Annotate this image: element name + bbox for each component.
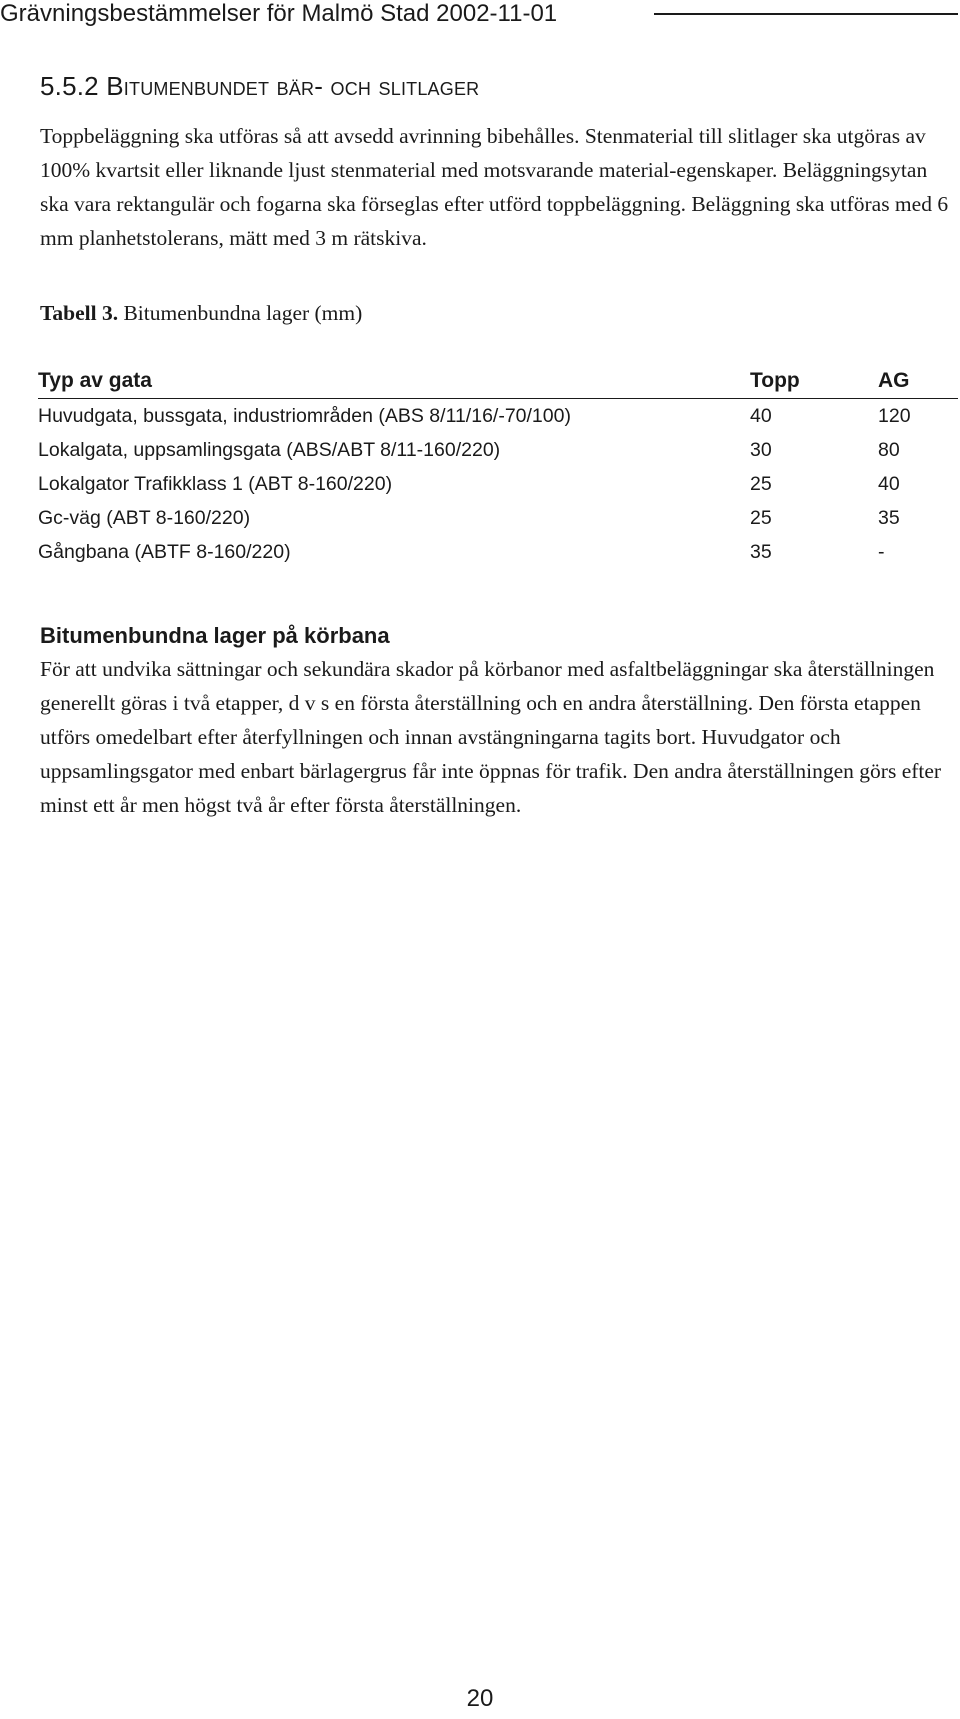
cell-topp: 25 bbox=[750, 507, 772, 529]
table-header-row bbox=[38, 364, 958, 399]
cell-typ: Gångbana (ABTF 8-160/220) bbox=[38, 541, 291, 563]
cell-ag: 120 bbox=[878, 405, 911, 427]
lager-table bbox=[38, 364, 958, 569]
cell-typ: Lokalgator Trafikklass 1 (ABT 8-160/220) bbox=[38, 473, 393, 495]
cell-topp: 40 bbox=[750, 405, 772, 427]
table-caption-text: Bitumenbundna lager (mm) bbox=[118, 301, 363, 325]
section-heading: 5.5.2 Bitumenbundet bär- och slitlager bbox=[40, 71, 480, 101]
table-row bbox=[38, 399, 958, 433]
cell-topp: 25 bbox=[750, 473, 772, 495]
table-row bbox=[38, 433, 958, 467]
subsection-heading: Bitumenbundna lager på körbana bbox=[40, 623, 390, 648]
cell-topp: 30 bbox=[750, 439, 772, 461]
cell-typ: Gc-väg (ABT 8-160/220) bbox=[38, 507, 251, 529]
page-number: 20 bbox=[466, 1685, 494, 1712]
table-row bbox=[38, 535, 958, 569]
section-body: Toppbeläggning ska utföras så att avsedd avrinning bibehålles. Stenmaterial till slitlager ska utgöras av 100% kvartsit eller liknande ljust stenmaterial med motsvarande material-egenskaper. Beläggningsytan ska vara rektangulär och fogarna ska förseglas efter utförd toppbeläggning. Beläggning ska utföras med 6 mm planhetstolerans, mätt med 3 m rätskiva. bbox=[40, 124, 949, 250]
header-rule bbox=[654, 13, 958, 15]
cell-typ: Huvudgata, bussgata, industriområden (ABS 8/11/16/-70/100) bbox=[38, 405, 571, 427]
cell-ag: 35 bbox=[878, 507, 900, 529]
running-header bbox=[0, 0, 960, 36]
document-title: Grävningsbestämmelser för Malmö Stad 2002-11-01 bbox=[0, 0, 558, 27]
column-header-typ: Typ av gata bbox=[38, 369, 152, 392]
cell-typ: Lokalgata, uppsamlingsgata (ABS/ABT 8/11-160/220) bbox=[38, 439, 501, 461]
cell-ag: - bbox=[878, 541, 885, 563]
table-caption bbox=[40, 298, 362, 328]
cell-topp: 35 bbox=[750, 541, 772, 563]
subsection-body: För att undvika sättningar och sekundära skador på körbanor med asfaltbeläggningar ska återställningen generellt göras i två etapper, d v s en första återställning och en andra återställning. Den första etappen utförs omedelbart efter återfyllningen och innan avstängningarna tagits bort. Huvudgator och uppsamlingsgator med enbart bärlagergrus får inte öppnas för trafik. Den andra återställningen görs efter minst ett år men högst två år efter första återställningen. bbox=[40, 657, 942, 817]
cell-ag: 80 bbox=[878, 439, 900, 461]
table-row bbox=[38, 501, 958, 535]
column-header-ag: AG bbox=[878, 369, 910, 392]
cell-ag: 40 bbox=[878, 473, 900, 495]
column-header-topp: Topp bbox=[750, 369, 800, 392]
table-caption-number: Tabell 3. bbox=[40, 301, 119, 325]
table-row bbox=[38, 467, 958, 501]
